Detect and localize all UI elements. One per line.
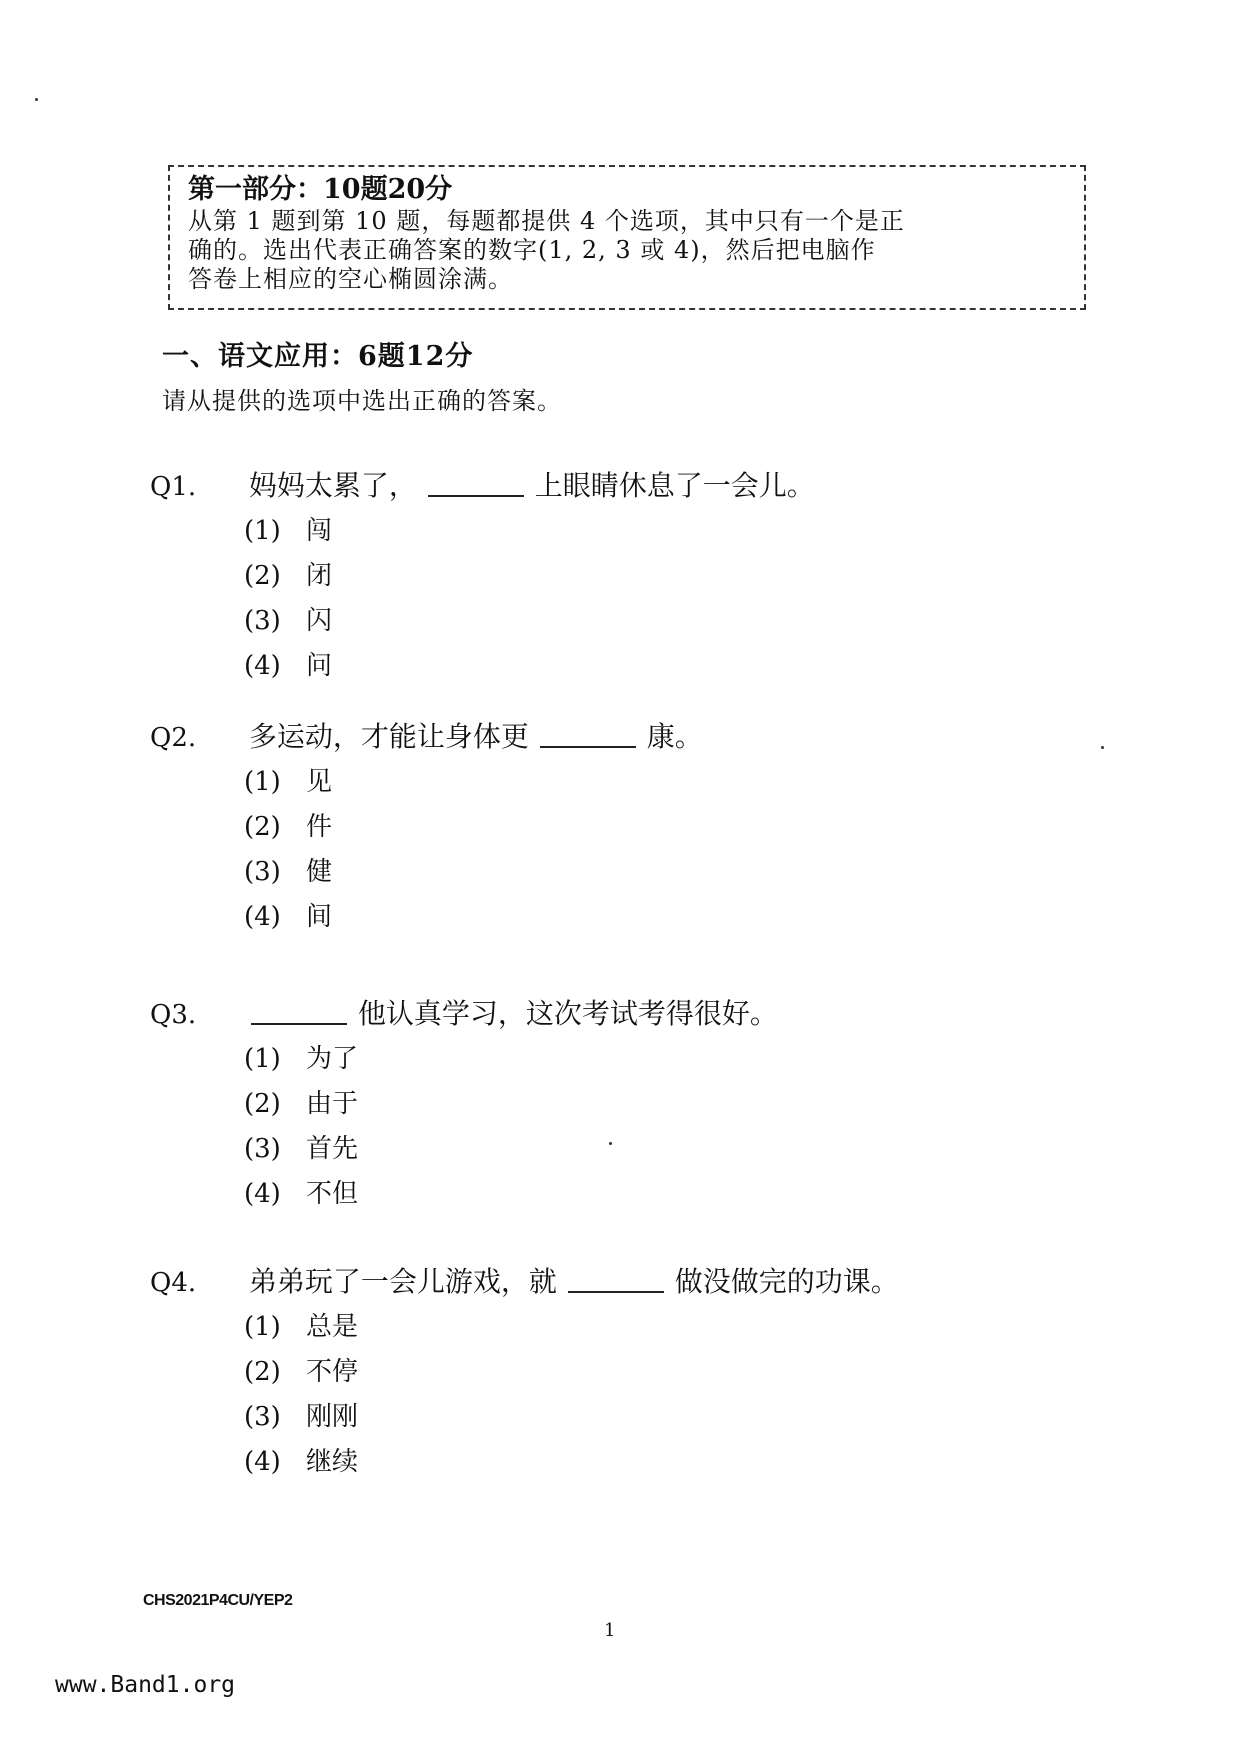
- option: [244, 509, 815, 554]
- option-number: (4): [244, 1447, 281, 1477]
- stem-after: 他认真学习，这次考试考得很好。: [357, 997, 778, 1030]
- option-text: 首先: [306, 1134, 359, 1164]
- scan-speck: [1101, 746, 1104, 749]
- option: [244, 1127, 778, 1172]
- option-text: 见: [306, 767, 333, 797]
- option: [244, 599, 815, 644]
- question-number: Q4.: [150, 1268, 197, 1298]
- option: [244, 1082, 778, 1127]
- instruction-line: 从第 1 题到第 10 题，每题都提供 4 个选项，其中只有一个是正: [188, 207, 905, 235]
- option-number: (4): [244, 651, 281, 681]
- stem-before: 妈妈太累了，: [248, 469, 417, 502]
- question-stem: [150, 716, 703, 756]
- option-number: (2): [244, 1357, 281, 1387]
- instruction-line: 确的。选出代表正确答案的数字(1, 2, 3 或 4)，然后把电脑作: [188, 236, 876, 264]
- option-number: (1): [244, 767, 281, 797]
- option-list: [244, 509, 815, 689]
- option-number: (3): [244, 1134, 281, 1164]
- option-text: 不但: [306, 1179, 359, 1209]
- question-4: [150, 1261, 899, 1485]
- section-subheading: 请从提供的选项中选出正确的答案。: [162, 387, 562, 415]
- option-text: 为了: [306, 1044, 359, 1074]
- option: [244, 1440, 899, 1485]
- option-number: (3): [244, 1402, 281, 1432]
- option-text: 闯: [306, 516, 333, 546]
- scan-speck: [35, 98, 38, 101]
- website-watermark: www.Band1.org: [55, 1672, 236, 1698]
- option-text: 件: [306, 812, 333, 842]
- answer-blank: [540, 716, 636, 748]
- stem-after: 康。: [646, 720, 703, 753]
- option: [244, 554, 815, 599]
- paper-code: CHS2021P4CU/YEP2: [143, 1592, 293, 1609]
- option-list: [244, 760, 703, 940]
- option-list: [244, 1037, 778, 1217]
- section-heading: 一、语文应用：6题12分: [162, 341, 474, 372]
- question-number: Q3.: [150, 1000, 197, 1030]
- option: [244, 1350, 899, 1395]
- answer-blank: [568, 1261, 664, 1293]
- question-stem: [150, 465, 815, 505]
- question-2: [150, 716, 703, 940]
- stem-after: 上眼睛休息了一会儿。: [534, 469, 815, 502]
- part-title: 第一部分：10题20分: [188, 174, 453, 205]
- stem-after: 做没做完的功课。: [674, 1265, 899, 1298]
- option-number: (1): [244, 516, 281, 546]
- instruction-line: 答卷上相应的空心椭圆涂满。: [188, 265, 513, 293]
- question-1: [150, 465, 815, 689]
- option-text: 间: [306, 902, 333, 932]
- option-text: 不停: [306, 1357, 359, 1387]
- option: [244, 1305, 899, 1350]
- option: [244, 850, 703, 895]
- option: [244, 1395, 899, 1440]
- option-number: (2): [244, 561, 281, 591]
- page-number: 1: [604, 1620, 616, 1641]
- option-number: (2): [244, 812, 281, 842]
- question-number: Q2.: [150, 723, 197, 753]
- option-number: (3): [244, 606, 281, 636]
- option-text: 刚刚: [306, 1402, 359, 1432]
- question-stem: [150, 1261, 899, 1301]
- option: [244, 895, 703, 940]
- question-stem: [150, 993, 778, 1033]
- option-number: (4): [244, 1179, 281, 1209]
- option: [244, 760, 703, 805]
- answer-blank: [428, 465, 524, 497]
- option-text: 继续: [306, 1447, 359, 1477]
- option-text: 闪: [306, 606, 333, 636]
- question-number: Q1.: [150, 472, 197, 502]
- option-text: 由于: [306, 1089, 359, 1119]
- option-text: 健: [306, 857, 333, 887]
- option-text: 问: [306, 651, 333, 681]
- stem-before: 弟弟玩了一会儿游戏，就: [248, 1265, 557, 1298]
- option: [244, 644, 815, 689]
- option-number: (2): [244, 1089, 281, 1119]
- option-text: 闭: [306, 561, 333, 591]
- option-list: [244, 1305, 899, 1485]
- option-text: 总是: [306, 1312, 359, 1342]
- answer-blank: [251, 993, 347, 1025]
- stem-before: 多运动，才能让身体更: [248, 720, 529, 753]
- option: [244, 805, 703, 850]
- option: [244, 1172, 778, 1217]
- option-number: (4): [244, 902, 281, 932]
- instructions-box: [168, 165, 1086, 310]
- option: [244, 1037, 778, 1082]
- option-number: (3): [244, 857, 281, 887]
- option-number: (1): [244, 1044, 281, 1074]
- option-number: (1): [244, 1312, 281, 1342]
- question-3: [150, 993, 778, 1217]
